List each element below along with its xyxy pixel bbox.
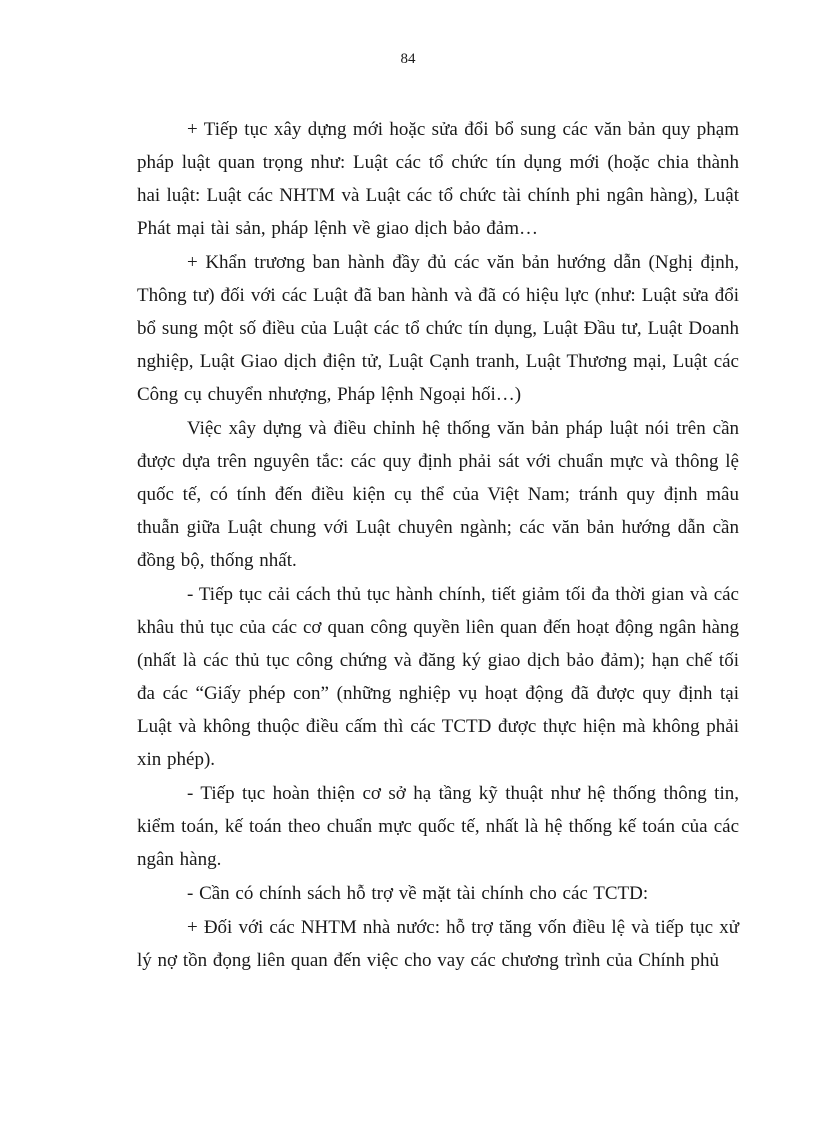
document-body bbox=[137, 113, 739, 978]
paragraph-legal-documents: + Tiếp tục xây dựng mới hoặc sửa đổi bổ sung các văn bản quy phạm pháp luật quan trọng như: Luật các tổ chức tín dụng mới (hoặc chia thành hai luật: Luật các NHTM và Luật các tổ chức tài chính phi ngân hàng), Luật Phát mại tài sản, pháp lệnh về giao dịch bảo đảm… bbox=[137, 119, 739, 239]
paragraph-financial-support: - Cần có chính sách hỗ trợ về mặt tài chính cho các TCTD: bbox=[187, 883, 649, 904]
paragraph-administrative-reform: - Tiếp tục cải cách thủ tục hành chính, tiết giảm tối đa thời gian và các khâu thủ tục của các cơ quan công quyền liên quan đến hoạt động ngân hàng (nhất là các thủ tục công chứng và đăng ký giao dịch bảo đảm); hạn chế tối đa các “Giấy phép con” (những nghiệp vụ hoạt động đã được quy định tại Luật và không thuộc điều cấm thì các TCTD được thực hiện mà không phải xin phép). bbox=[137, 584, 739, 770]
paragraph-state-banks: + Đối với các NHTM nhà nước: hỗ trợ tăng vốn điều lệ và tiếp tục xử lý nợ tồn đọng liên quan đến việc cho vay các chương trình của Chính phủ bbox=[137, 917, 739, 971]
page-number: 84 bbox=[400, 51, 416, 67]
paragraph-principles: Việc xây dựng và điều chỉnh hệ thống văn bản pháp luật nói trên cần được dựa trên nguyên tắc: các quy định phải sát với chuẩn mực và thông lệ quốc tế, có tính đến điều kiện cụ thể của Việt Nam; tránh quy định mâu thuẫn giữa Luật chung với Luật chuyên ngành; các văn bản hướng dẫn cần đồng bộ, thống nhất. bbox=[137, 418, 739, 571]
paragraph-infrastructure: - Tiếp tục hoàn thiện cơ sở hạ tầng kỹ thuật như hệ thống thông tin, kiểm toán, kế toán theo chuẩn mực quốc tế, nhất là hệ thống kế toán của các ngân hàng. bbox=[137, 783, 739, 870]
paragraph-guiding-documents: + Khẩn trương ban hành đầy đủ các văn bản hướng dẫn (Nghị định, Thông tư) đối với các Luật đã ban hành và đã có hiệu lực (như: Luật sửa đổi bổ sung một số điều của Luật các tổ chức tín dụng, Luật Đầu tư, Luật Doanh nghiệp, Luật Giao dịch điện tử, Luật Cạnh tranh, Luật Thương mại, Luật các Công cụ chuyển nhượng, Pháp lệnh Ngoại hối…) bbox=[137, 252, 739, 405]
